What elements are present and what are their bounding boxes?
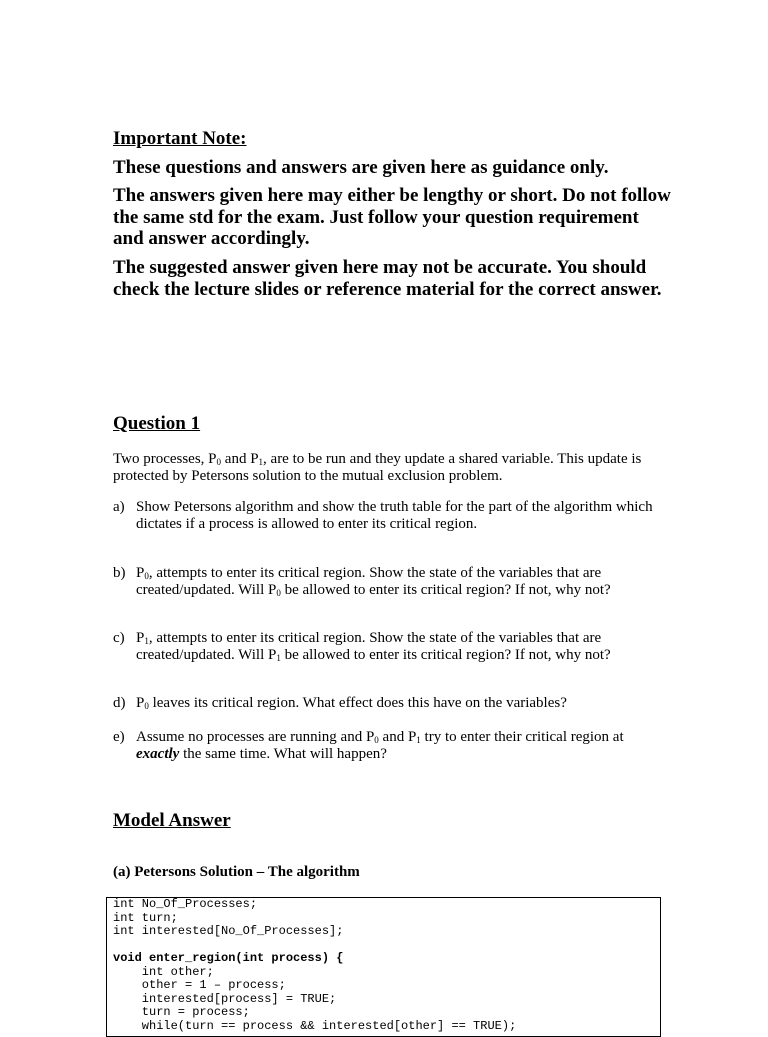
question-1-heading: Question 1 bbox=[113, 413, 201, 434]
question-item-a bbox=[113, 499, 658, 532]
item-text: $P_0$ leaves its critical region. What effect does this have on the variables? bbox=[136, 695, 567, 711]
question-item-b bbox=[113, 565, 658, 598]
item-label: a) bbox=[113, 499, 125, 515]
important-note-heading: Important Note: bbox=[113, 128, 247, 149]
note-paragraph-length: The answers given here may either be lengthy or short. Do not follow the same std for the exam. Just follow your question requirement and answer accordingly. bbox=[113, 185, 671, 249]
question-intro: Two processes, $P_0$ and $P_1$, are to be run and they update a shared variable. This update is protected by Petersons solution to the mutual exclusion problem. bbox=[113, 451, 642, 484]
code-line: int interested[No_Of_Processes]; bbox=[113, 924, 344, 938]
code-block bbox=[106, 897, 661, 1037]
code-line: void enter_region(int process) { bbox=[113, 951, 344, 965]
item-label: e) bbox=[113, 729, 125, 745]
code-line: other = 1 – process; bbox=[113, 978, 286, 992]
code-line: int No_Of_Processes; bbox=[113, 897, 258, 911]
note-paragraph-accuracy: The suggested answer given here may not be accurate. You should check the lecture slides or reference material for the correct answer. bbox=[113, 257, 662, 300]
item-label: b) bbox=[113, 565, 126, 581]
item-text: $P_0$, attempts to enter its critical region. Show the state of the variables that are created/updated. Will $P_0$ be allowed to enter its critical region? If not, why not? bbox=[136, 565, 611, 598]
code-line: int other; bbox=[113, 964, 214, 979]
question-item-d bbox=[113, 695, 658, 712]
code-line: turn = process; bbox=[113, 1005, 250, 1019]
item-text: Show Petersons algorithm and show the truth table for the part of the algorithm which dictates if a process is allowed to enter its critical region. bbox=[136, 499, 653, 532]
question-item-c bbox=[113, 630, 658, 663]
petersons-solution-subheading: (a) Petersons Solution – The algorithm bbox=[113, 864, 360, 880]
code-line: int turn; bbox=[113, 910, 178, 925]
item-label: c) bbox=[113, 630, 125, 646]
item-text: $P_1$, attempts to enter its critical region. Show the state of the variables that are created/updated. Will $P_1$ be allowed to enter its critical region? If not, why not? bbox=[136, 630, 611, 663]
item-text: Assume no processes are running and $P_0$ and $P_1$ try to enter their critical region at exactly the same time. What will happen? bbox=[136, 729, 624, 762]
item-label: d) bbox=[113, 695, 126, 711]
emphasis-text: exactly bbox=[136, 745, 180, 762]
question-item-e bbox=[113, 729, 658, 762]
model-answer-heading: Model Answer bbox=[113, 810, 231, 831]
code-line: while(turn == process && interested[other] == TRUE); bbox=[113, 1018, 517, 1033]
code-line: interested[process] = TRUE; bbox=[113, 991, 337, 1006]
note-paragraph-guidance: These questions and answers are given here as guidance only. bbox=[113, 157, 609, 178]
